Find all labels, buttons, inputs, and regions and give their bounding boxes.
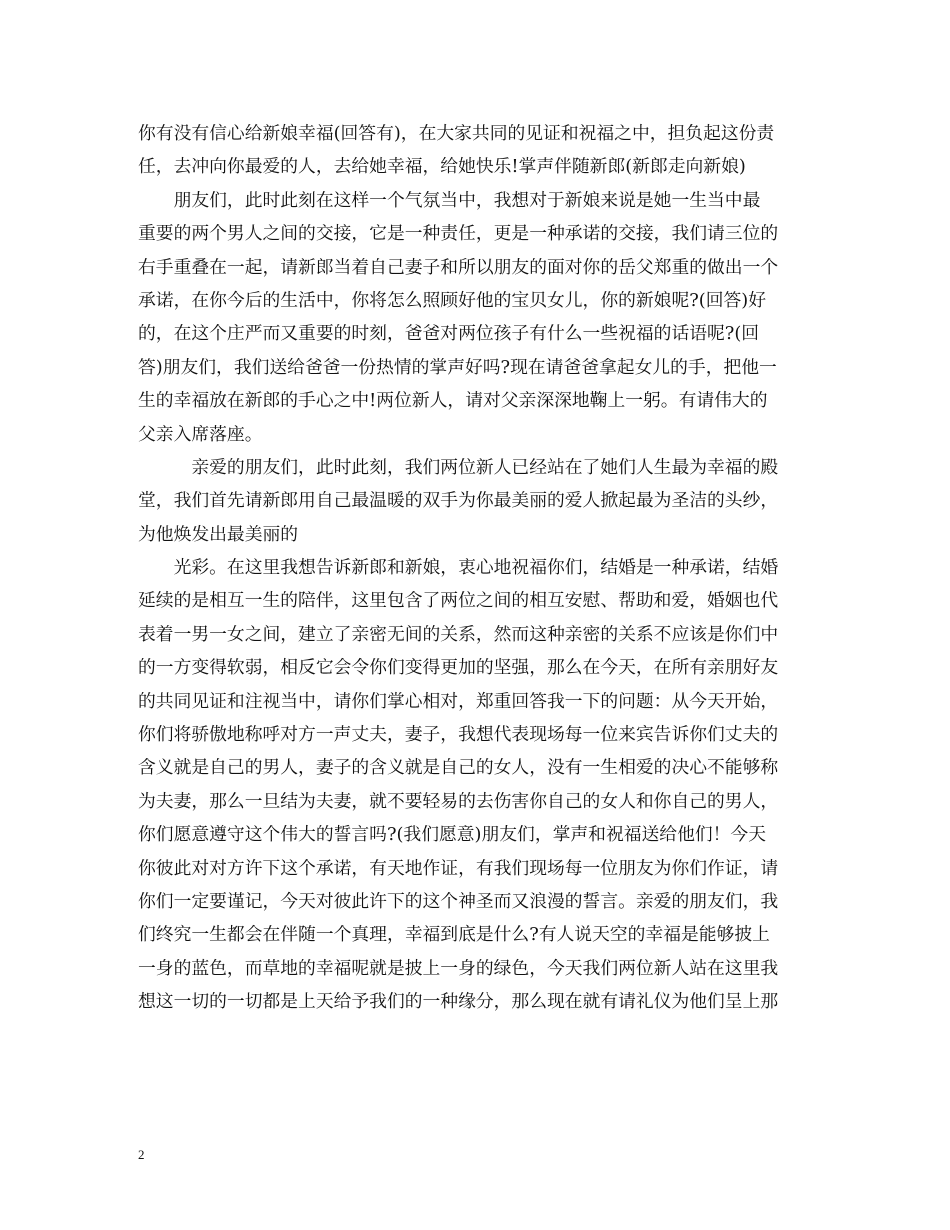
text-line: 延续的是相互一生的陪伴，这里包含了两位之间的相互安慰、帮助和爱，婚姻也代 (138, 590, 779, 612)
text-line: 亲爱的朋友们，此时此刻，我们两位新人已经站在了她们人生最为幸福的殿 (138, 456, 779, 478)
text-line: 堂，我们首先请新郎用自己最温暖的双手为你最美丽的爱人掀起最为圣洁的头纱， (138, 490, 779, 512)
text-line: 右手重叠在一起，请新郎当着自己妻子和所以朋友的面对你的岳父郑重的做出一个 (138, 256, 779, 278)
text-line: 为夫妻，那么一旦结为夫妻，就不要轻易的去伤害你自己的女人和你自己的男人， (138, 790, 779, 812)
text-line: 一身的蓝色，而草地的幸福呢就是披上一身的绿色，今天我们两位新人站在这里我 (138, 957, 779, 979)
text-line: 光彩。在这里我想告诉新郎和新娘，衷心地祝福你们，结婚是一种承诺，结婚 (138, 557, 779, 579)
text-line: 的，在这个庄严而又重要的时刻，爸爸对两位孩子有什么一些祝福的话语呢?(回 (138, 323, 760, 345)
text-line: 答)朋友们，我们送给爸爸一份热情的掌声好吗?现在请爸爸拿起女儿的手，把他一 (138, 356, 777, 378)
text-line: 朋友们，此时此刻在这样一个气氛当中，我想对于新娘来说是她一生当中最 (138, 189, 761, 211)
body-text (138, 117, 816, 1019)
text-line: 你们愿意遵守这个伟大的誓言吗?(我们愿意)朋友们，掌声和祝福送给他们！今天 (138, 824, 766, 846)
text-line: 的一方变得软弱，相反它会令你们变得更加的坚强，那么在今天，在所有亲朋好友 (138, 657, 779, 679)
text-line: 想这一切的一切都是上天给予我们的一种缘分，那么现在就有请礼仪为他们呈上那 (138, 991, 779, 1013)
text-line: 任，去冲向你最爱的人，去给她幸福，给她快乐!掌声伴随新郎(新郎走向新娘) (138, 156, 746, 178)
text-line: 你有没有信心给新娘幸福(回答有)，在大家共同的见证和祝福之中，担负起这份责 (138, 123, 775, 144)
text-line: 重要的两个男人之间的交接，它是一种责任，更是一种承诺的交接，我们请三位的 (138, 223, 779, 245)
text-line: 的共同见证和注视当中，请你们掌心相对，郑重回答我一下的问题：从今天开始， (138, 690, 779, 712)
text-line: 生的幸福放在新郎的手心之中!两位新人，请对父亲深深地鞠上一躬。有请伟大的 (138, 390, 768, 412)
text-line: 含义就是自己的男人，妻子的含义就是自己的女人，没有一生相爱的决心不能够称 (138, 757, 779, 779)
text-line: 你彼此对对方许下这个承诺，有天地作证，有我们现场每一位朋友为你们作证，请 (138, 857, 779, 879)
text-line: 表着一男一女之间，建立了亲密无间的关系，然而这种亲密的关系不应该是你们中 (138, 623, 779, 645)
text-line: 你们将骄傲地称呼对方一声丈夫，妻子，我想代表现场每一位来宾告诉你们丈夫的 (138, 724, 779, 746)
text-line: 为他焕发出最美丽的 (138, 523, 299, 545)
text-line: 们终究一生都会在伴随一个真理，幸福到底是什么?有人说天空的幸福是能够披上 (138, 924, 770, 946)
text-line: 父亲入席落座。 (138, 423, 263, 445)
page-number: 2 (138, 1147, 145, 1162)
text-line: 你们一定要谨记，今天对彼此许下的这个神圣而又浪漫的誓言。亲爱的朋友们，我 (138, 890, 779, 912)
text-line: 承诺，在你今后的生活中，你将怎么照顾好他的宝贝女儿，你的新娘呢?(回答)好 (138, 289, 766, 311)
